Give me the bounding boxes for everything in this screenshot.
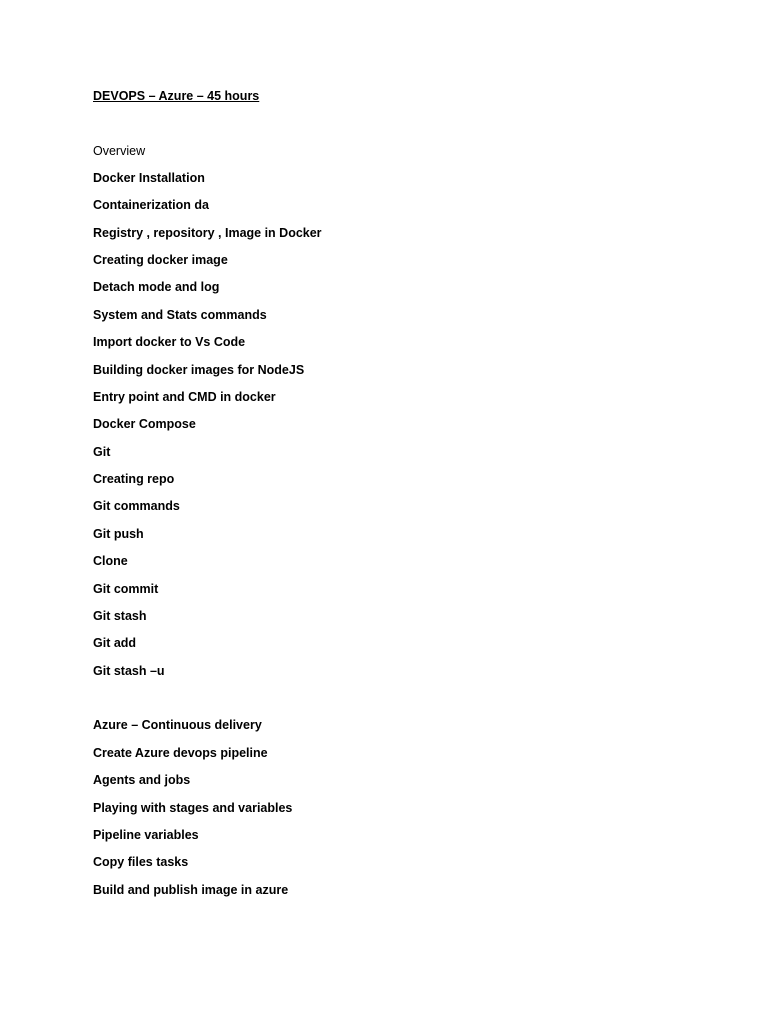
list-item-git-stash: Git stash (93, 609, 147, 623)
list-item-creating-docker-image: Creating docker image (93, 253, 228, 267)
list-item-git-commit: Git commit (93, 582, 159, 596)
list-item-containerization: Containerization da (93, 198, 209, 212)
list-item-import-vscode: Import docker to Vs Code (93, 335, 246, 349)
list-item-agents-jobs: Agents and jobs (93, 773, 191, 787)
list-item-system-stats: System and Stats commands (93, 308, 267, 322)
list-item-pipeline-variables: Pipeline variables (93, 828, 199, 842)
list-item-copy-files: Copy files tasks (93, 855, 189, 869)
list-item-registry: Registry , repository , Image in Docker (93, 226, 322, 240)
list-item-create-pipeline: Create Azure devops pipeline (93, 746, 268, 760)
list-item-git-commands: Git commands (93, 499, 180, 513)
list-item-building-nodejs: Building docker images for NodeJS (93, 363, 305, 377)
list-item-detach-mode: Detach mode and log (93, 280, 220, 294)
section-heading-azure: Azure – Continuous delivery (93, 718, 262, 732)
list-item-docker-installation: Docker Installation (93, 171, 205, 185)
list-item-git-push: Git push (93, 527, 144, 541)
section-heading-git: Git (93, 445, 111, 459)
list-item-creating-repo: Creating repo (93, 472, 175, 486)
list-item-overview: Overview (93, 144, 146, 158)
list-item-build-publish: Build and publish image in azure (93, 883, 289, 897)
list-item-stages-variables: Playing with stages and variables (93, 801, 293, 815)
document-title: DEVOPS – Azure – 45 hours (93, 89, 260, 103)
list-item-docker-compose: Docker Compose (93, 417, 196, 431)
list-item-git-stash-u: Git stash –u (93, 664, 165, 678)
list-item-entry-point: Entry point and CMD in docker (93, 390, 276, 404)
list-item-clone: Clone (93, 554, 128, 568)
list-item-git-add: Git add (93, 636, 137, 650)
